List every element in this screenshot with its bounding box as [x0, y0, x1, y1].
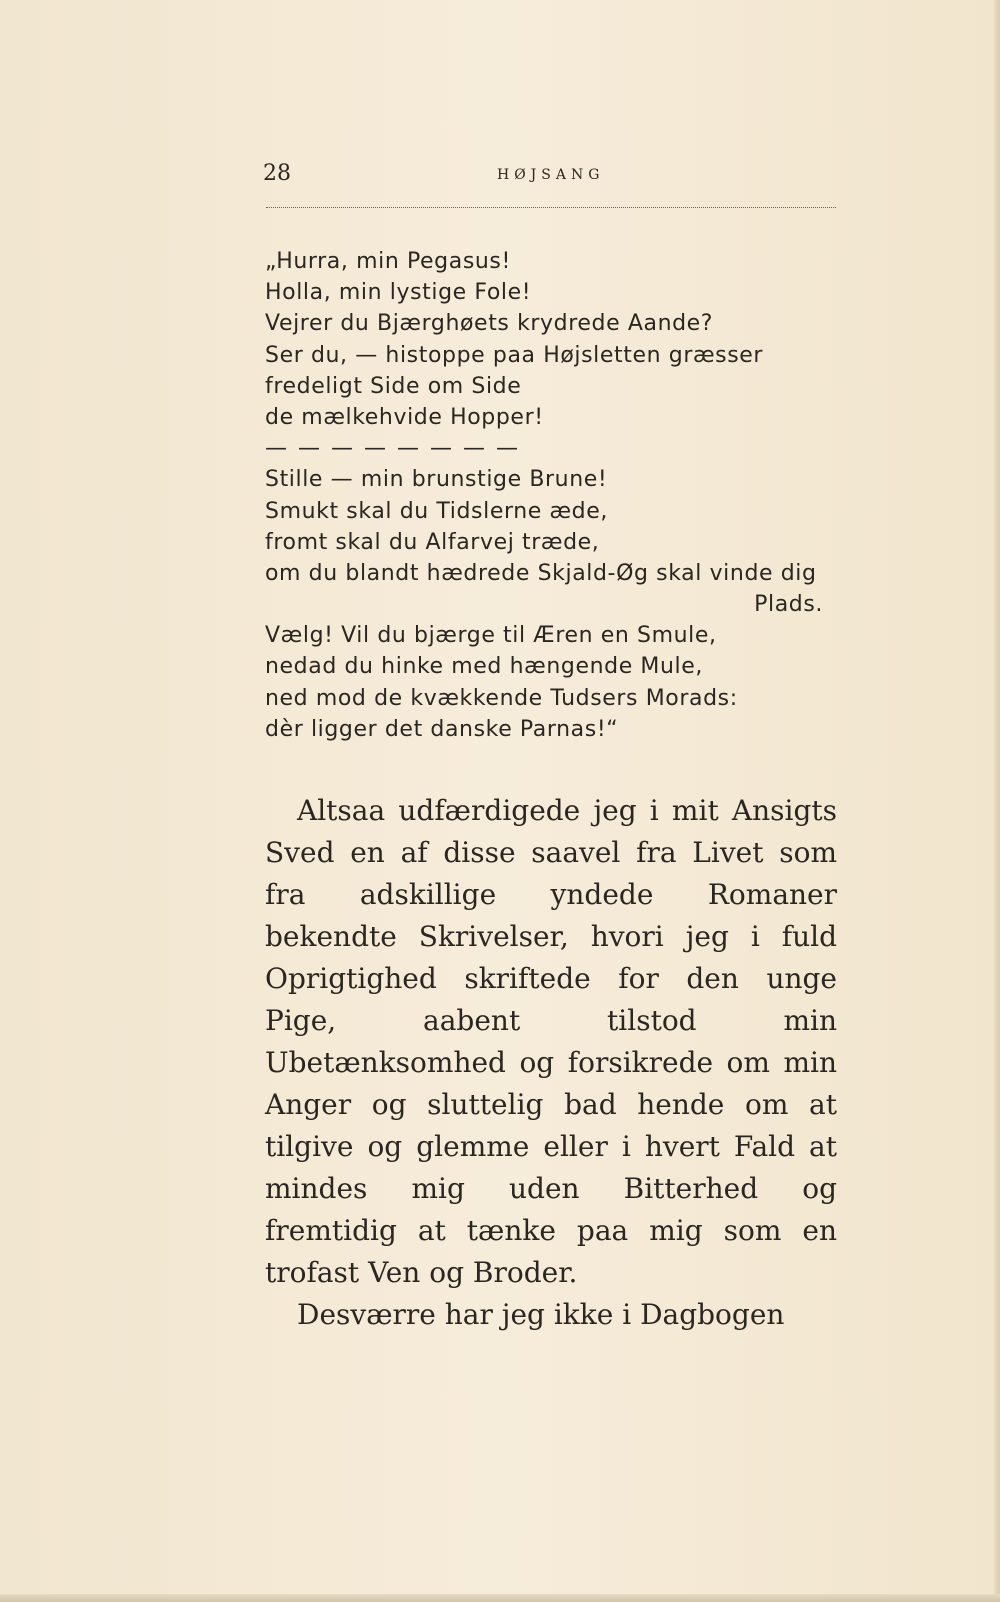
page-number: 28 [263, 161, 291, 186]
running-head: HØJSANG [497, 167, 605, 183]
verse-line: Holla, min lystige Fole! [265, 280, 532, 306]
prose-paragraph: Desværre har jeg ikke i Dagbogen [297, 1298, 785, 1331]
prose-block [265, 790, 837, 1336]
verse-line: Vælg! Vil du bjærge til Æren en Smule, [265, 623, 717, 649]
page-edge-right [994, 0, 1000, 1602]
verse-line: fredeligt Side om Side [265, 373, 522, 399]
verse-line: Ser du, — histoppe paa Højsletten græsser [265, 342, 764, 368]
verse-block [265, 246, 845, 745]
verse-line: ned mod de kvækkende Tudsers Morads: [265, 685, 738, 711]
verse-line: Smukt skal du Tidslerne æde, [265, 498, 608, 524]
verse-line: „Hurra, min Pegasus! [265, 249, 511, 274]
page-edge-bottom [0, 1594, 1000, 1602]
verse-dash-separator: — — — — — — — — [265, 436, 520, 462]
verse-line: de mælkehvide Hopper! [265, 404, 544, 430]
prose-paragraph: Altsaa udfærdigede jeg i mit Ansigts Sved en af disse saavel fra Livet som fra adskillige yndede Romaner bekendte Skrivelser, hvori jeg i fuld Oprigtighed skriftede for den unge Pige, aabent tilstod min Ubetænksomhed og forsikrede om min Anger og sluttelig bad hende om at tilgive og glemme eller i hvert Fald at mindes mig uden Bitterhed og fremtidig at tænke paa mig som en trofast Ven og Broder. [265, 794, 837, 1289]
verse-line: Vejrer du Bjærghøets krydrede Aande? [265, 311, 714, 337]
verse-line: Stille — min brunstige Brune! [265, 467, 608, 493]
verse-line: dèr ligger det danske Parnas!“ [265, 716, 619, 742]
header-rule [266, 207, 836, 208]
verse-line: nedad du hinke med hængende Mule, [265, 654, 703, 680]
verse-line-continuation: Plads. [754, 592, 823, 618]
verse-line: fromt skal du Alfarvej træde, [265, 529, 600, 555]
verse-line: om du blandt hædrede Skjald-Øg skal vinde dig [265, 560, 817, 586]
